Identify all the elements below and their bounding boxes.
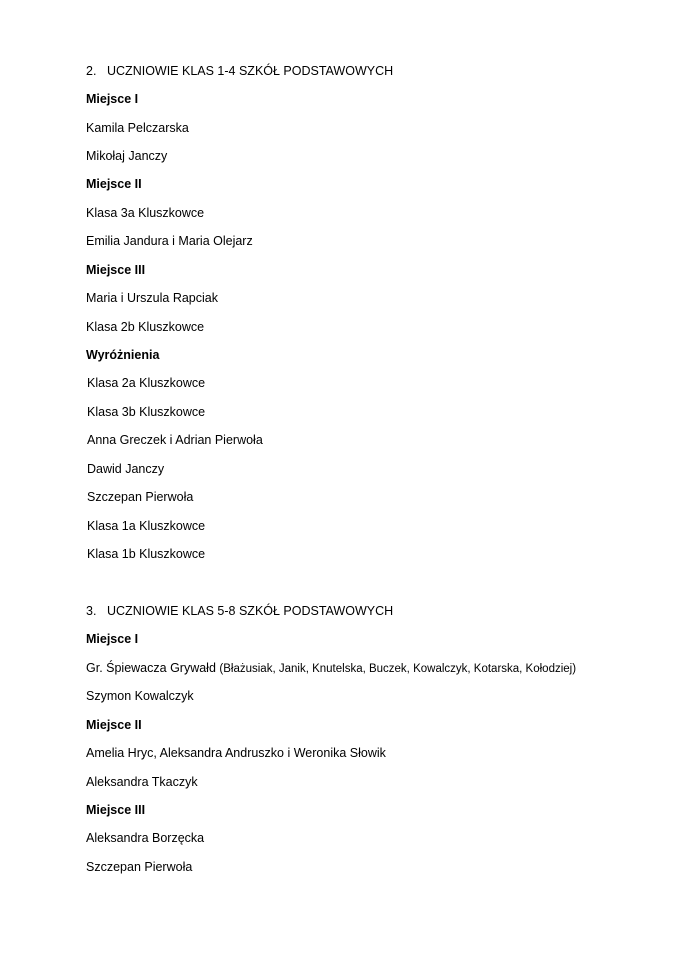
list-item: Aleksandra Tkaczyk [86,775,198,789]
list-item: Szczepan Pierwoła [87,490,194,504]
list-item: Szymon Kowalczyk [86,689,194,703]
section-2-number: 2. [86,64,97,78]
section-3-place-3-heading: Miejsce III [86,803,146,817]
section-3-title: UCZNIOWIE KLAS 5-8 SZKÓŁ PODSTAWOWYCH [107,604,394,618]
list-item: Szczepan Pierwoła [86,860,193,874]
section-3-number: 3. [86,604,97,618]
list-item: Klasa 1a Kluszkowce [87,519,206,533]
group-name: Gr. Śpiewacza Grywałd [86,661,216,675]
list-item: Klasa 2b Kluszkowce [86,320,205,334]
list-item: Amelia Hryc, Aleksandra Andruszko i Weronika Słowik [86,746,386,760]
list-item: Klasa 1b Kluszkowce [87,547,206,561]
section-2-place-2-heading: Miejsce II [86,177,142,191]
list-item: Emilia Jandura i Maria Olejarz [86,234,253,248]
section-2-heading [86,63,393,79]
list-item [86,660,576,677]
group-members: (Błażusiak, Janik, Knutelska, Buczek, Kowalczyk, Kotarska, Kołodziej) [219,663,577,675]
section-3-heading [86,603,393,619]
list-item: Klasa 3a Kluszkowce [86,206,205,220]
section-2-title: UCZNIOWIE KLAS 1-4 SZKÓŁ PODSTAWOWYCH [107,64,394,78]
section-3-place-1-heading: Miejsce I [86,632,139,646]
list-item: Klasa 3b Kluszkowce [87,405,206,419]
list-item: Aleksandra Borzęcka [86,831,205,845]
section-2-place-1-heading: Miejsce I [86,92,139,106]
section-2-place-3-heading: Miejsce III [86,263,146,277]
section-2-honors-heading: Wyróżnienia [86,348,160,362]
list-item: Anna Greczek i Adrian Pierwoła [87,433,263,447]
list-item: Dawid Janczy [87,462,165,476]
list-item: Kamila Pelczarska [86,121,189,135]
list-item: Mikołaj Janczy [86,149,168,163]
list-item: Maria i Urszula Rapciak [86,291,218,305]
section-3-place-2-heading: Miejsce II [86,718,142,732]
list-item: Klasa 2a Kluszkowce [87,376,206,390]
